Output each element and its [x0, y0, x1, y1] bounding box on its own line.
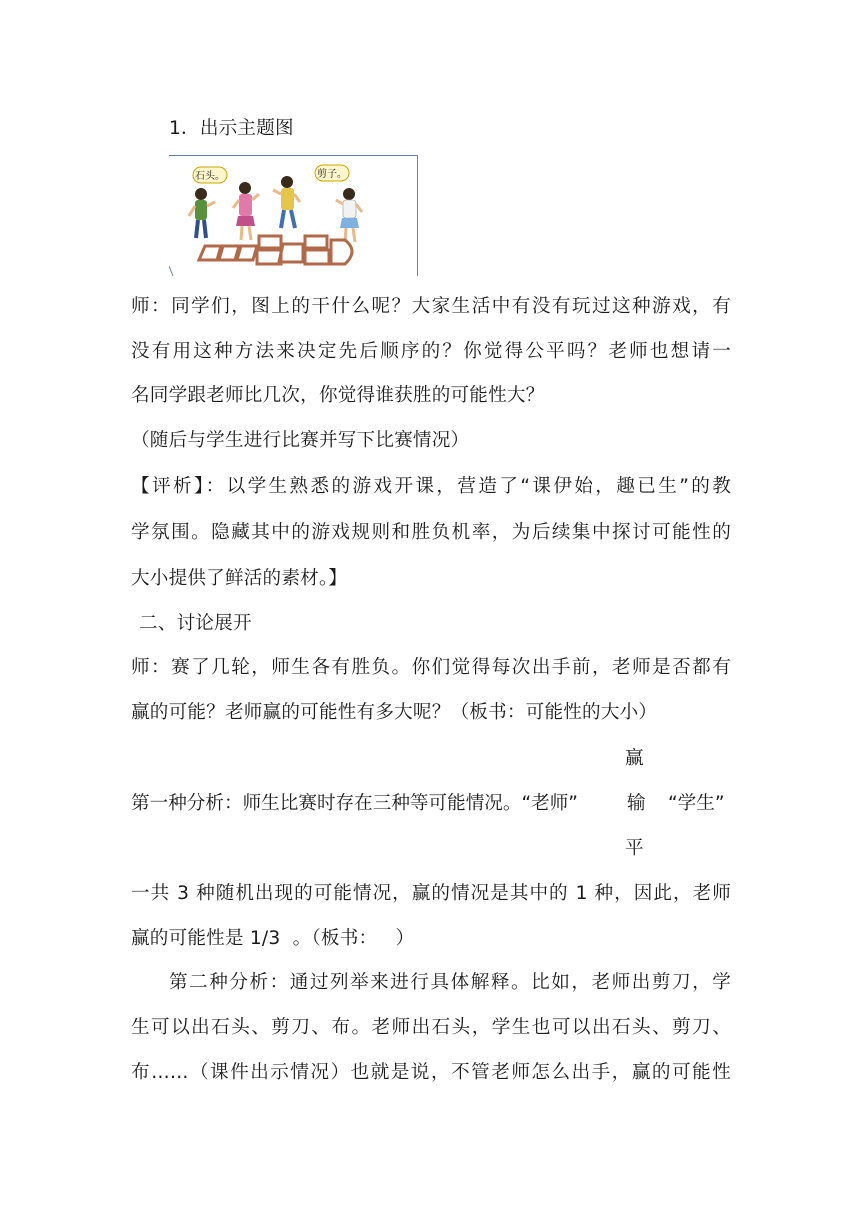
- outcome-tie: 平: [625, 838, 644, 859]
- paragraph1-line1: 师：同学们，图上的干什么呢？大家生活中有没有玩过这种游戏，有: [131, 296, 731, 317]
- analysis1-student: “学生”: [668, 793, 725, 814]
- paragraph1-line2: 没有用这种方法来决定先后顺序的？你觉得公平吗？老师也想请一: [131, 341, 731, 362]
- outcome-lose: 输: [627, 793, 646, 814]
- speech-bubble-right-text: 剪子。: [317, 169, 347, 180]
- heading-show-picture: 1．出示主题图: [169, 118, 294, 139]
- paragraph3-line2: 赢的可能性是 1/3 。（板书： ）: [131, 928, 415, 949]
- paragraph2-line1: 师：赛了几轮，师生各有胜负。你们觉得每次出手前，老师是否都有: [131, 657, 731, 678]
- paragraph3-line1: 一共 3 种随机出现的可能情况，赢的情况是其中的 1 种，因此，老师: [131, 883, 731, 904]
- section2-title: 二、讨论展开: [139, 613, 252, 634]
- speech-bubble-left-text: 石头。: [195, 171, 225, 182]
- game-note: （随后与学生进行比赛并写下比赛情况）: [131, 430, 470, 451]
- hopscotch-grid: [199, 236, 352, 264]
- theme-illustration: [169, 155, 418, 276]
- children-playing-hopscotch-image: [169, 156, 417, 276]
- paragraph4-line3: 布……（课件出示情况）也就是说，不管老师怎么出手，赢的可能性: [131, 1062, 731, 1083]
- paragraph2-line2: 赢的可能？老师赢的可能性有多大呢？（板书：可能性的大小）: [131, 702, 658, 723]
- paragraph4-line1: 第二种分析：通过列举来进行具体解释。比如，老师出剪刀，学: [169, 972, 731, 993]
- comment-line2: 学氛围。隐藏其中的游戏规则和胜负机率，为后续集中探讨可能性的: [131, 522, 731, 543]
- comment-line1: 【评析】：以学生熟悉的游戏开课，营造了“课伊始，趣已生”的教: [131, 476, 731, 497]
- child-figure-2: [233, 182, 259, 240]
- child-figure-1: [189, 188, 215, 238]
- outcome-win: 赢: [625, 748, 644, 769]
- child-figure-4: [336, 188, 362, 242]
- child-figure-3: [273, 176, 300, 228]
- paragraph4-line2: 生可以出石头、剪刀、布。老师出石头，学生也可以出石头、剪刀、: [131, 1017, 731, 1038]
- analysis1-text: 第一种分析：师生比赛时存在三种等可能情况。“老师”: [131, 793, 578, 814]
- paragraph1-line3: 名同学跟老师比几次，你觉得谁获胜的可能性大？: [131, 385, 545, 406]
- comment-line3: 大小提供了鲜活的素材。】: [131, 568, 348, 589]
